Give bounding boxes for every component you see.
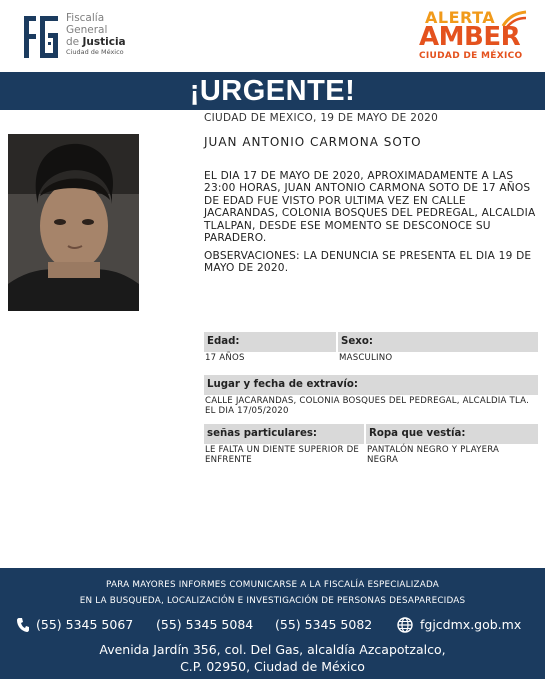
org-name	[66, 12, 126, 57]
amber-line-3: CIUDAD DE MÉXICO	[419, 51, 523, 61]
amber-line-1: ALERTA	[425, 8, 496, 27]
clothes-value: PANTALÓN NEGRO Y PLAYERA NEGRA	[367, 445, 500, 465]
footer-line-2: EN LA BUSQUEDA, LOCALIZACIÓN E INVESTIGACIÓN DE PERSONAS DESAPARECIDAS	[79, 596, 466, 606]
org-subline: Ciudad de México	[66, 48, 124, 56]
age-value: 17 AÑOS	[205, 353, 245, 363]
phone-number-3[interactable]: (55) 5345 5082	[275, 617, 373, 632]
globe-icon	[397, 617, 413, 633]
org-line-3: de Justicia	[66, 36, 126, 48]
org-line-2: General	[66, 24, 108, 36]
alerta-amber-logo	[417, 8, 527, 64]
footer-address-2: C.P. 02950, Ciudad de México	[180, 659, 365, 674]
age-label: Edad:	[204, 332, 336, 352]
missing-person-name: JUAN ANTONIO CARMONA SOTO	[204, 135, 422, 149]
marks-value: LE FALTA UN DIENTE SUPERIOR DE ENFRENTE	[205, 445, 360, 465]
portrait-icon	[8, 134, 139, 311]
place-label: Lugar y fecha de extravío:	[204, 375, 538, 395]
footer-line-1: PARA MAYORES INFORMES COMUNICARSE A LA FISCALÍA ESPECIALIZADA	[106, 580, 439, 590]
missing-person-photo	[8, 134, 139, 311]
phone-number-2[interactable]: (55) 5345 5084	[156, 617, 254, 632]
urgent-title: ¡URGENTE!	[189, 75, 356, 107]
case-description: EL DIA 17 DE MAYO DE 2020, APROXIMADAMENTE A LAS 23:00 HORAS, JUAN ANTONIO CARMONA SOTO DE 17 AÑOS DE EDAD FUE VISTO POR ULTIMA VEZ EN CALLE JACARANDAS, COLONIA BOSQUES DEL PEDREGAL, ALCALDIA TLALPAN, DESDE ESE MOMENTO SE DESCONOCE SU PARADERO.	[204, 170, 536, 245]
place-date: CIUDAD DE MEXICO, 19 DE MAYO DE 2020	[204, 112, 439, 124]
fgj-emblem-icon	[20, 12, 62, 64]
org-line-1: Fiscalía	[66, 12, 105, 24]
sex-label: Sexo:	[338, 332, 538, 352]
phone-number-1[interactable]: (55) 5345 5067	[36, 617, 134, 632]
amber-line-2: AMBER	[419, 22, 521, 52]
place-value: CALLE JACARANDAS, COLONIA BOSQUES DEL PEDREGAL, ALCALDIA TLA. EL DIA 17/05/2020	[205, 396, 529, 416]
sex-value: MASCULINO	[339, 353, 393, 363]
marks-label: señas particulares:	[204, 424, 364, 444]
clothes-label: Ropa que vestía:	[366, 424, 538, 444]
case-observations: OBSERVACIONES: LA DENUNCIA SE PRESENTA EL DIA 19 DE MAYO DE 2020.	[204, 250, 532, 275]
phone-icon	[16, 617, 30, 633]
footer-address-1: Avenida Jardín 356, col. Del Gas, alcaldía Azcapotzalco,	[99, 642, 446, 657]
fgj-logo	[20, 10, 180, 66]
website-link[interactable]: fgjcdmx.gob.mx	[420, 617, 522, 632]
